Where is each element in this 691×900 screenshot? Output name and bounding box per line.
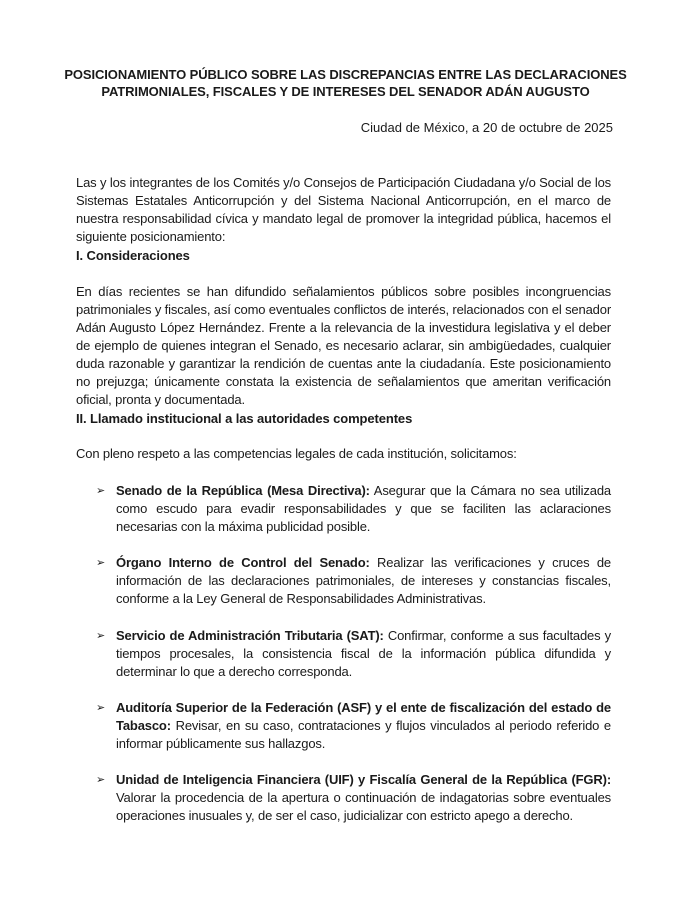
- request-item-label: Auditoría Superior de la Federación (ASF) y el ente de fiscalización del estado de Tabasco:: [116, 700, 611, 733]
- section-1-heading: I. Consideraciones: [76, 248, 190, 263]
- section-2-intro: Con pleno respeto a las competencias legales de cada institución, solicitamos:: [76, 446, 517, 461]
- intro-paragraph: Las y los integrantes de los Comités y/o Consejos de Participación Ciudadana y/o Social de los Sistemas Estatales Anticorrupción y del Sistema Nacional Anticorrupción, en el marco de nuestra responsabilidad cívica y mandato legal de promover la integridad pública, hacemos el siguiente posicionamiento:: [76, 175, 611, 244]
- section-2-heading: II. Llamado institucional a las autoridades competentes: [76, 411, 413, 426]
- arrow-bullet-icon: ➢: [96, 702, 106, 714]
- request-item-body: Revisar, en su caso, contrataciones y flujos vinculados al periodo referido e informar públicamente sus hallazgos.: [116, 718, 611, 751]
- request-item-label: Senado de la República (Mesa Directiva):: [116, 483, 370, 498]
- request-item-body: Realizar las verificaciones y cruces de información de las declaraciones patrimoniales, de intereses y constancias fiscales, conforme a la Ley General de Responsabilidades Administrativas.: [116, 555, 612, 606]
- section-1-body: En días recientes se han difundido señalamientos públicos sobre posibles incongruencias patrimoniales y fiscales, así como eventuales conflictos de interés, relacionados con el senador Adán Augusto López Hernández. Frente a la relevancia de la investidura legislativa y el deber de ejemplo de quienes integran el Senado, es necesario aclarar, sin ambigüedades, cualquier duda razonable y garantizar la rendición de cuentas ante la ciudadanía. Este posicionamiento no prejuzga; únicamente constata la existencia de señalamientos que ameritan verificación oficial, pronta y documentada.: [76, 284, 611, 407]
- request-item-text: [116, 554, 611, 608]
- request-item-text: [116, 482, 611, 536]
- request-item-label: Servicio de Administración Tributaria (SAT):: [116, 628, 384, 643]
- document-title: [60, 66, 631, 100]
- arrow-bullet-icon: ➢: [96, 557, 106, 569]
- document-date: Ciudad de México, a 20 de octubre de 2025: [360, 120, 613, 135]
- request-item-body: Asegurar que la Cámara no sea utilizada como escudo para evadir responsabilidades y que se faciliten las aclaraciones necesarias con la máxima publicidad posible.: [116, 483, 612, 534]
- title-line-1: POSICIONAMIENTO PÚBLICO SOBRE LAS DISCREPANCIAS ENTRE LAS DECLARACIONES: [64, 67, 627, 82]
- arrow-bullet-icon: ➢: [96, 774, 106, 786]
- request-item-text: [116, 699, 611, 753]
- request-item-label: Unidad de Inteligencia Financiera (UIF) y Fiscalía General de la República (FGR):: [116, 772, 611, 787]
- arrow-bullet-icon: ➢: [96, 630, 106, 642]
- request-item-text: [116, 771, 611, 825]
- request-item-text: [116, 627, 611, 681]
- request-item-body: Valorar la procedencia de la apertura o continuación de indagatorias sobre eventuales operaciones inusuales y, de ser el caso, judicializar con estricto apego a derecho.: [116, 790, 611, 823]
- arrow-bullet-icon: ➢: [96, 485, 106, 497]
- request-item-label: Órgano Interno de Control del Senado:: [116, 555, 370, 570]
- title-line-2: PATRIMONIALES, FISCALES Y DE INTERESES DEL SENADOR ADÁN AUGUSTO: [101, 84, 590, 99]
- request-item-body: Confirmar, conforme a sus facultades y tiempos procesales, la consistencia fiscal de la información pública difundida y determinar lo que a derecho corresponda.: [116, 628, 611, 679]
